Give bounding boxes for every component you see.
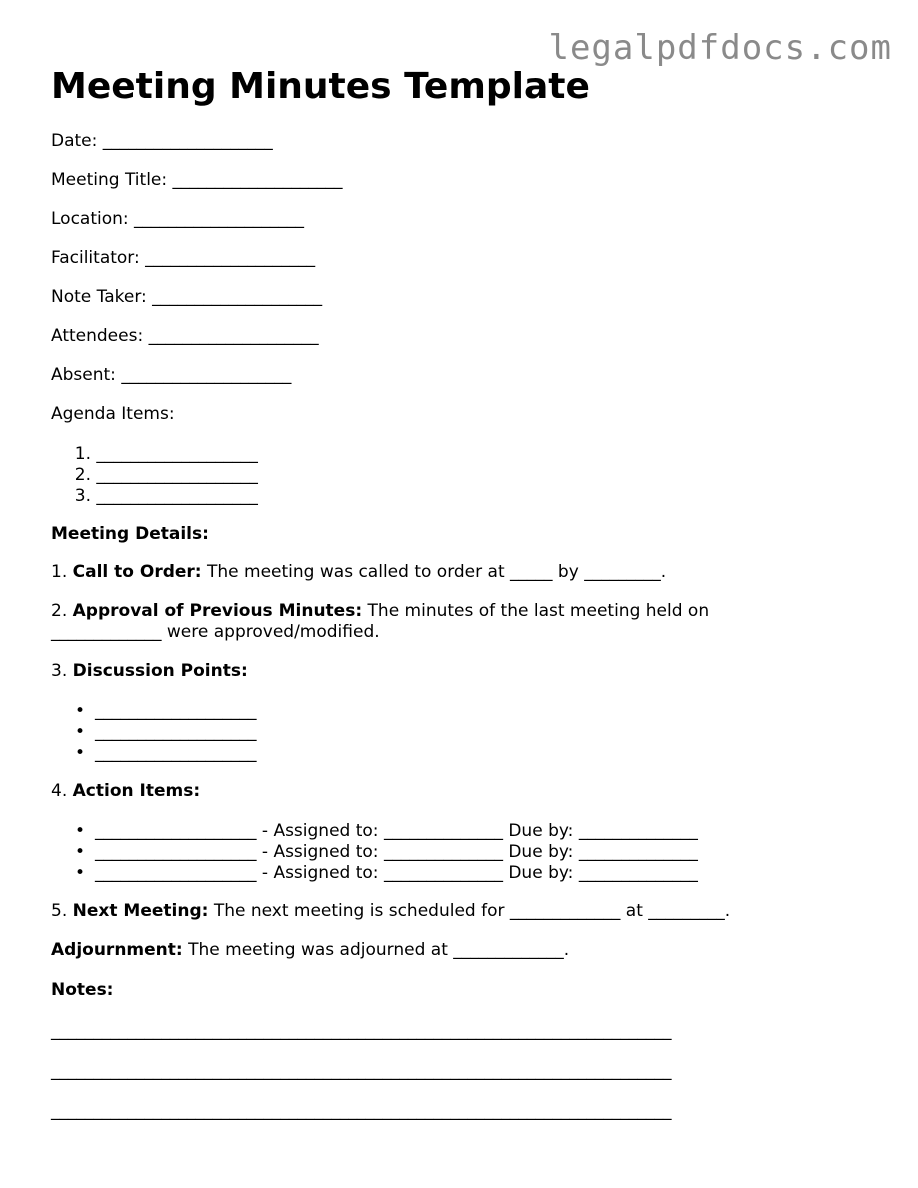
absent-blank[interactable]: ____________________ bbox=[121, 365, 292, 385]
adjournment-label: Adjournment: bbox=[51, 940, 183, 960]
note-taker-field[interactable] bbox=[51, 286, 891, 308]
agenda-item[interactable] bbox=[51, 444, 891, 465]
adjournment-text: The meeting was adjourned at bbox=[182, 940, 454, 960]
date-blank[interactable]: ____________________ bbox=[102, 131, 273, 151]
item-number: 5. bbox=[51, 901, 68, 921]
due-blank[interactable]: ______________ bbox=[578, 863, 698, 883]
meeting-details-heading: Meeting Details: bbox=[51, 524, 209, 544]
action-items-label: Action Items: bbox=[72, 781, 201, 801]
discussion-label: Discussion Points: bbox=[72, 661, 248, 681]
document-page bbox=[51, 64, 891, 1122]
discussion-list bbox=[51, 701, 891, 764]
attendees-label: Attendees: bbox=[51, 326, 144, 346]
discussion-heading bbox=[51, 661, 891, 682]
notes-line[interactable]: _________________________________________________________________________ bbox=[51, 1021, 672, 1041]
notes-line[interactable]: _________________________________________________________________________ bbox=[51, 1061, 672, 1081]
item-number: 2. bbox=[51, 601, 68, 621]
next-meeting-label: Next Meeting: bbox=[72, 901, 209, 921]
agenda-blank[interactable]: ___________________ bbox=[96, 444, 258, 464]
absent-label: Absent: bbox=[51, 365, 116, 385]
watermark-logo: legalpdfdocs.com bbox=[548, 28, 892, 68]
call-to-order-text: The meeting was called to order at bbox=[201, 562, 511, 582]
period: . bbox=[724, 901, 731, 921]
due-label: Due by: bbox=[502, 821, 579, 841]
approval-text: The minutes of the last meeting held on bbox=[362, 601, 710, 621]
due-label: Due by: bbox=[502, 842, 579, 862]
agenda-list bbox=[51, 444, 891, 507]
due-blank[interactable]: ______________ bbox=[578, 821, 698, 841]
agenda-item[interactable] bbox=[51, 465, 891, 486]
assigned-blank[interactable]: ______________ bbox=[383, 821, 503, 841]
meeting-title-field[interactable] bbox=[51, 169, 891, 191]
item-number: 1. bbox=[51, 562, 68, 582]
action-items-list bbox=[51, 821, 891, 884]
discussion-item[interactable] bbox=[51, 722, 891, 743]
assigned-blank[interactable]: ______________ bbox=[383, 842, 503, 862]
approval-date-blank[interactable]: _____________ bbox=[51, 622, 162, 642]
facilitator-label: Facilitator: bbox=[51, 248, 140, 268]
assigned-blank[interactable]: ______________ bbox=[383, 863, 503, 883]
agenda-number: 2. bbox=[74, 465, 91, 485]
call-time-blank[interactable]: _____ bbox=[510, 562, 553, 582]
approval-item bbox=[51, 601, 891, 643]
bullet-icon: • bbox=[75, 863, 86, 883]
note-taker-label: Note Taker: bbox=[51, 287, 147, 307]
location-blank[interactable]: ____________________ bbox=[134, 209, 305, 229]
item-number: 3. bbox=[51, 661, 68, 681]
page-title: Meeting Minutes Template bbox=[51, 66, 590, 107]
agenda-blank[interactable]: ___________________ bbox=[96, 465, 258, 485]
discussion-blank[interactable]: ___________________ bbox=[95, 743, 257, 763]
call-by-text: by bbox=[552, 562, 585, 582]
period: . bbox=[563, 940, 570, 960]
period: . bbox=[660, 562, 667, 582]
action-task-blank[interactable]: ___________________ bbox=[95, 863, 257, 883]
approval-line-1 bbox=[51, 601, 891, 622]
next-meeting-at-text: at bbox=[620, 901, 649, 921]
next-meeting-item bbox=[51, 901, 891, 922]
next-meeting-date-blank[interactable]: _____________ bbox=[509, 901, 621, 921]
agenda-number: 1. bbox=[74, 444, 91, 464]
assigned-label: - Assigned to: bbox=[256, 821, 384, 841]
item-number: 4. bbox=[51, 781, 68, 801]
agenda-item[interactable] bbox=[51, 486, 891, 507]
approval-label: Approval of Previous Minutes: bbox=[72, 601, 363, 621]
location-label: Location: bbox=[51, 209, 129, 229]
discussion-item[interactable] bbox=[51, 743, 891, 764]
notes-heading: Notes: bbox=[51, 980, 114, 1000]
assigned-label: - Assigned to: bbox=[256, 842, 384, 862]
facilitator-blank[interactable]: ____________________ bbox=[145, 248, 316, 268]
adjournment-item bbox=[51, 940, 891, 961]
due-label: Due by: bbox=[502, 863, 579, 883]
call-to-order-label: Call to Order: bbox=[72, 562, 202, 582]
action-task-blank[interactable]: ___________________ bbox=[95, 842, 257, 862]
action-task-blank[interactable]: ___________________ bbox=[95, 821, 257, 841]
attendees-field[interactable] bbox=[51, 325, 891, 347]
attendees-blank[interactable]: ____________________ bbox=[148, 326, 319, 346]
note-taker-blank[interactable]: ____________________ bbox=[152, 287, 323, 307]
action-item[interactable] bbox=[51, 821, 891, 842]
next-meeting-text: The next meeting is scheduled for bbox=[208, 901, 510, 921]
bullet-icon: • bbox=[75, 821, 86, 841]
meeting-title-label: Meeting Title: bbox=[51, 170, 168, 190]
discussion-item[interactable] bbox=[51, 701, 891, 722]
call-to-order-item bbox=[51, 562, 891, 583]
facilitator-field[interactable] bbox=[51, 247, 891, 269]
agenda-blank[interactable]: ___________________ bbox=[96, 486, 258, 506]
approval-status-text: were approved/modified. bbox=[161, 622, 380, 642]
adjournment-time-blank[interactable]: _____________ bbox=[453, 940, 564, 960]
absent-field[interactable] bbox=[51, 364, 891, 386]
bullet-icon: • bbox=[75, 701, 86, 721]
notes-line[interactable]: _________________________________________________________________________ bbox=[51, 1101, 672, 1121]
date-field[interactable] bbox=[51, 130, 891, 152]
bullet-icon: • bbox=[75, 722, 86, 742]
approval-line-2 bbox=[51, 622, 891, 643]
location-field[interactable] bbox=[51, 208, 891, 230]
bullet-icon: • bbox=[75, 842, 86, 862]
meeting-title-blank[interactable]: ____________________ bbox=[172, 170, 343, 190]
discussion-blank[interactable]: ___________________ bbox=[95, 701, 257, 721]
bullet-icon: • bbox=[75, 743, 86, 763]
next-meeting-time-blank[interactable]: _________ bbox=[648, 901, 725, 921]
action-item[interactable] bbox=[51, 842, 891, 863]
date-label: Date: bbox=[51, 131, 98, 151]
agenda-number: 3. bbox=[74, 486, 91, 506]
action-items-heading bbox=[51, 781, 891, 802]
discussion-blank[interactable]: ___________________ bbox=[95, 722, 257, 742]
call-by-blank[interactable]: _________ bbox=[584, 562, 661, 582]
action-item[interactable] bbox=[51, 863, 891, 884]
agenda-label: Agenda Items: bbox=[51, 404, 175, 424]
assigned-label: - Assigned to: bbox=[256, 863, 384, 883]
due-blank[interactable]: ______________ bbox=[578, 842, 698, 862]
